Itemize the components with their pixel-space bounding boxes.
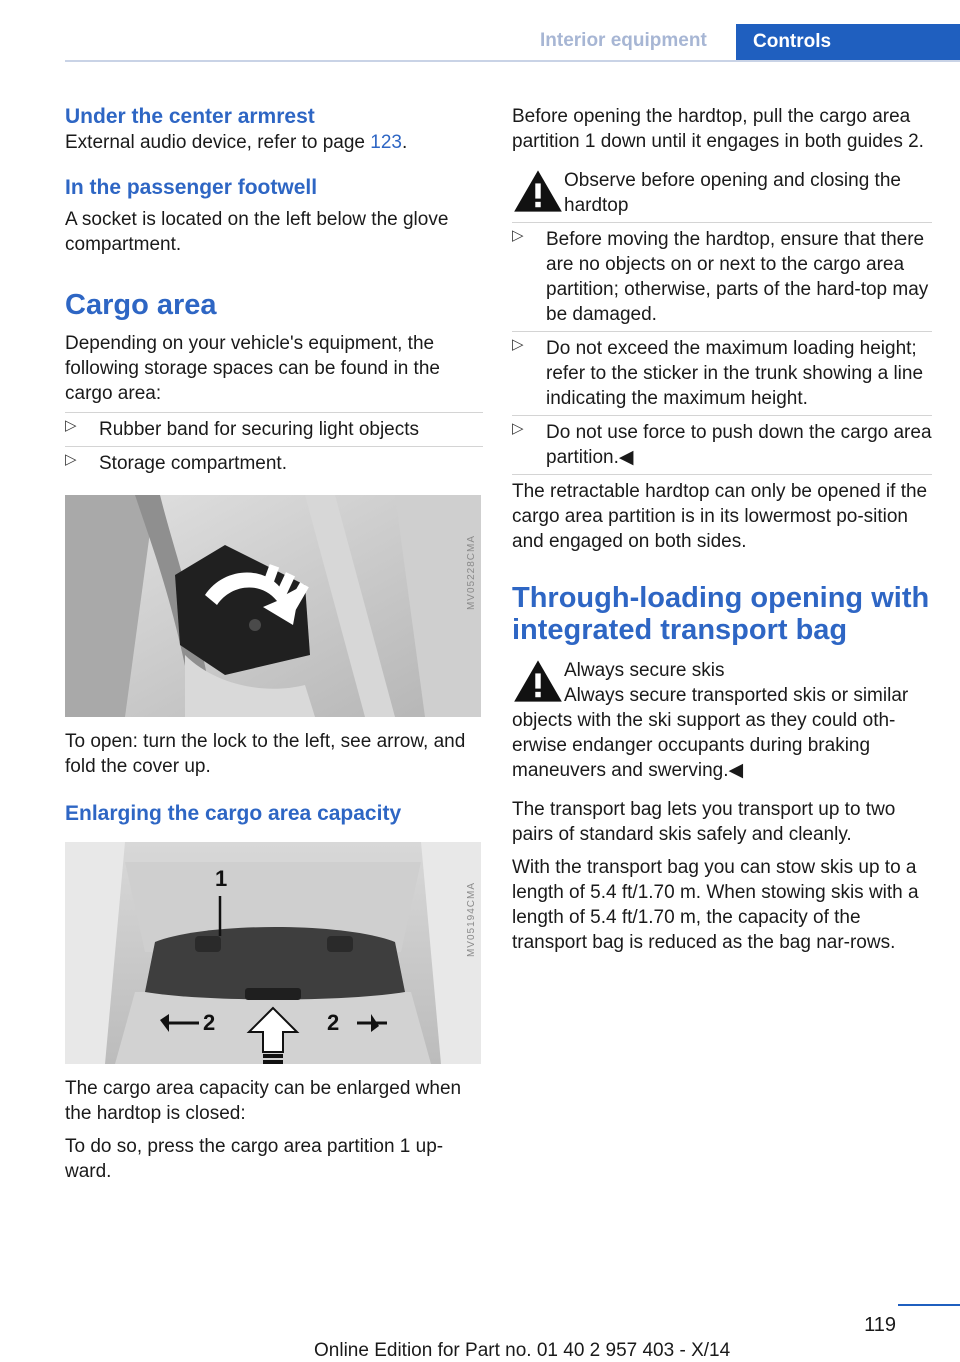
list-item — [512, 222, 932, 331]
triangle-right-icon: ▷ — [65, 451, 77, 468]
cargo-partition-illustration — [65, 842, 481, 1064]
triangle-right-icon: ▷ — [512, 336, 524, 353]
figure-code: MV05228CMA — [466, 535, 477, 611]
triangle-right-icon: ▷ — [512, 227, 524, 244]
footwell-heading: In the passenger footwell — [65, 176, 318, 199]
list-item-text: Do not use force to push down the cargo area partition.◀ — [546, 422, 932, 468]
retractable-hardtop-text: The retractable hardtop can only be opened if the cargo area partition is in its lowermost po-sition and engaged on both sides. — [512, 481, 928, 552]
list-item — [512, 331, 932, 415]
armrest-heading: Under the center armrest — [65, 105, 315, 128]
through-loading-heading: Through-loading opening with integrated transport bag — [512, 582, 930, 646]
list-item-text: Do not exceed the maximum loading height; refer to the sticker in the trunk showing a line indicating the maximum height. — [546, 338, 924, 409]
triangle-right-icon: ▷ — [512, 420, 524, 437]
armrest-text — [65, 130, 483, 155]
warning-ski-text: Always secure transported skis or similar objects with the ski support as they could oth-erwise endanger occupants during braking maneuvers and swerving.◀ — [512, 685, 909, 781]
list-item — [65, 413, 483, 446]
hardtop-warning-list — [512, 222, 932, 475]
cargo-heading: Cargo area — [65, 289, 217, 321]
callout-label-1: 1 — [215, 866, 228, 891]
edition-line: Online Edition for Part no. 01 40 2 957 403 - X/14 — [314, 1340, 731, 1361]
list-item — [512, 415, 932, 474]
cargo-list — [65, 412, 483, 480]
callout-label-2-right: 2 — [327, 1010, 340, 1035]
figure-code: MV05194CMA — [466, 882, 477, 958]
enlarge-text-2: To do so, press the cargo area partition 1 up-ward. — [65, 1136, 444, 1182]
before-opening-text: Before opening the hardtop, pull the cargo area partition 1 down until it engages in both guides 2. — [512, 106, 924, 152]
list-item-text: Storage compartment. — [99, 453, 287, 474]
list-item-text: Rubber band for securing light objects — [99, 419, 420, 440]
callout-label-2-left: 2 — [203, 1010, 216, 1035]
triangle-right-icon: ▷ — [65, 417, 77, 434]
transport-bag-text-2: With the transport bag you can stow skis up to a length of 5.4 ft/1.70 m. When stowing skis with a length of 5.4 ft/1.70 m, the capacity of the transport bag is reduced as the bag nar-rows. — [512, 857, 919, 953]
armrest-text-end: . — [401, 132, 408, 153]
armrest-text-body: External audio device, refer to page — [65, 132, 371, 153]
cargo-partition-figure — [65, 842, 481, 1064]
right-column — [512, 104, 932, 955]
storage-compartment-illustration — [65, 495, 481, 717]
list-item — [65, 446, 483, 480]
warning-triangle-icon — [512, 658, 564, 704]
page-header — [0, 0, 960, 62]
page-number: 119 — [864, 1314, 896, 1336]
open-instructions: To open: turn the lock to the left, see arrow, and fold the cover up. — [65, 731, 466, 777]
warning-triangle-icon — [512, 168, 564, 214]
header-chapter-tab: Controls — [736, 24, 960, 62]
warning-block-hardtop — [512, 168, 932, 218]
page-link-123[interactable]: 123 — [370, 132, 402, 153]
header-rule — [65, 60, 960, 62]
enlarge-text-1: The cargo area capacity can be enlarged when the hardtop is closed: — [65, 1078, 462, 1124]
transport-bag-text-1: The transport bag lets you transport up to two pairs of standard skis safely and cleanly. — [512, 799, 896, 845]
list-item-text: Before moving the hardtop, ensure that there are no objects on or next to the cargo area partition; otherwise, parts of the hard-top may be damaged. — [546, 229, 929, 325]
left-column — [65, 104, 483, 1184]
header-section-title: Interior equipment — [540, 30, 707, 51]
warning-title: Always secure skis — [564, 660, 725, 681]
footwell-text: A socket is located on the left below the glove compartment. — [65, 209, 449, 255]
storage-compartment-figure — [65, 495, 481, 717]
page-footer — [0, 1300, 960, 1362]
warning-title: Observe before opening and closing the hardtop — [564, 170, 901, 216]
footer-rule — [898, 1304, 960, 1306]
enlarge-heading: Enlarging the cargo area capacity — [65, 802, 402, 825]
cargo-intro: Depending on your vehicle's equipment, the following storage spaces can be found in the cargo area: — [65, 333, 440, 404]
